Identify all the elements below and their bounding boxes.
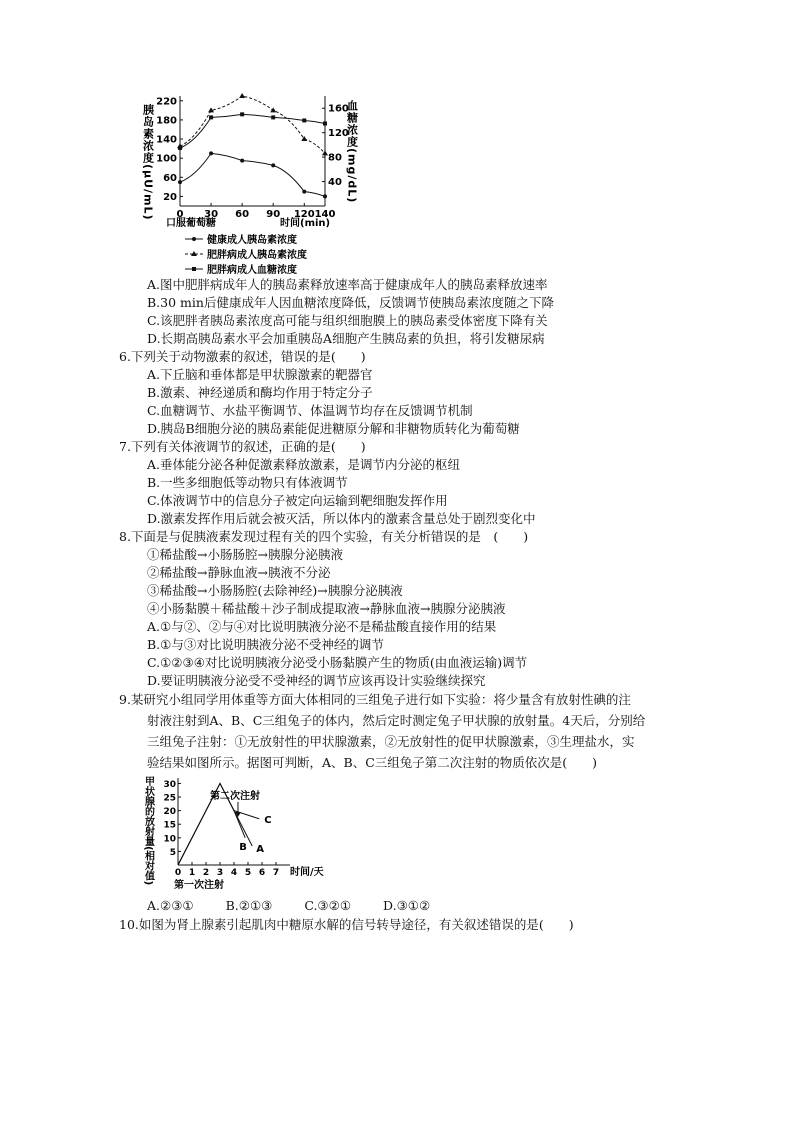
series-point-1 [178, 180, 182, 184]
series-point-3 [302, 118, 306, 122]
x-tick-label: 5 [244, 868, 252, 878]
x-tick-label: 2 [202, 868, 210, 878]
series-label-c: C [264, 814, 272, 826]
q9-stem-line-1: 9.某研究小组同学用体重等方面大体相同的三组兔子进行如下实验：将少量含有放射性碘的注 [119, 692, 631, 707]
q8-experiment-3: ③稀盐酸→小肠肠腔(去除神经)→胰腺分泌胰液 [147, 583, 403, 598]
right-tick-label: 40 [328, 177, 342, 189]
x-tick-label: 90 [266, 209, 281, 220]
q10-stem: 10.如图为肾上腺素引起肌肉中糖原水解的信号转导途径，有关叙述错误的是( ) [119, 917, 574, 932]
x-tick-label: 0 [174, 868, 182, 878]
q8-option-a: A.①与②、②与④对比说明胰液分泌不是稀盐酸直接作用的结果 [147, 619, 497, 634]
series-point-3 [240, 112, 244, 116]
left-tick-label: 140 [156, 134, 177, 146]
thyroid-radioactivity-chart [144, 772, 344, 896]
q5-option-b: B.30 min后健康成年人因血糖浓度降低，反馈调节使胰岛素浓度随之下降 [147, 295, 554, 310]
y-tick-label: 30 [163, 779, 176, 790]
series-point-3 [178, 146, 182, 150]
x-tick-label: 4 [230, 868, 238, 878]
q5-option-c: C.该肥胖者胰岛素浓度高可能与组织细胞膜上的胰岛素受体密度下降有关 [147, 313, 548, 328]
q8-experiment-2: ②稀盐酸→静脉血液→胰液不分泌 [147, 565, 331, 580]
x-tick-label: 6 [258, 868, 266, 878]
series-line-2 [180, 96, 325, 153]
right-tick-label: 80 [328, 152, 342, 164]
q6-option-b: B.激素、神经递质和酶均作用于特定分子 [147, 385, 373, 400]
q6-stem: 6.下列关于动物激素的叙述，错误的是( ) [119, 349, 366, 364]
q8-option-c: C.①②③④对比说明胰液分泌受小肠黏膜产生的物质(由血液运输)调节 [147, 655, 528, 670]
x-tick-label: 120 [293, 209, 315, 220]
q6-option-d: D.胰岛B细胞分泌的胰岛素能促进糖原分解和非糖物质转化为葡萄糖 [147, 421, 520, 436]
series-point-2 [239, 93, 245, 98]
left-tick-label: 20 [163, 191, 177, 203]
series-point-1 [323, 194, 327, 198]
q5-option-a: A.图中肥胖病成年人的胰岛素释放速率高于健康成年人的胰岛素释放速率 [147, 277, 548, 292]
q9-option-d: D.③①② [383, 898, 431, 913]
x-tick-label: 7 [272, 868, 280, 878]
q9-options [147, 897, 430, 915]
q6-option-a: A.下丘脑和垂体都是甲状腺激素的靶器官 [147, 367, 373, 382]
left-tick-label: 100 [156, 153, 177, 165]
legend-label-2: 肥胖病成人胰岛素浓度 [207, 250, 307, 261]
q9-stem-line-3: 三组兔子注射：①无放射性的甲状腺激素，②无放射性的促甲状腺激素，③生理盐水，实 [147, 734, 635, 749]
insulin-glucose-chart [140, 90, 370, 280]
x-axis-title: 时间(min) [280, 218, 331, 229]
q9-stem-line-4: 验结果如图所示。据图可判断，A、B、C三组兔子第二次注射的物质依次是( ) [147, 755, 598, 770]
left-tick-label: 60 [163, 172, 177, 184]
x-tick-label: 0 [176, 209, 184, 220]
x-tick-label: 140 [314, 209, 336, 220]
x-tick-label: 1 [188, 868, 196, 878]
q9-stem-line-2: 射液注射到A、B、C三组兔子的体内，然后定时测定兔子甲状腺的放射量。4天后，分别给 [147, 713, 646, 728]
q5-option-d: D.长期高胰岛素水平会加重胰岛A细胞产生胰岛素的负担，将引发糖尿病 [147, 331, 545, 346]
y-tick-label: 20 [163, 807, 176, 818]
left-axis-title [142, 103, 155, 221]
q9-option-a: A.②③① [147, 898, 194, 913]
series-point-3 [209, 115, 213, 119]
series-point-1 [240, 159, 244, 163]
series-point-1 [209, 151, 213, 155]
series-point-1 [302, 190, 306, 194]
second-injection-label: 第二次注射 [210, 791, 260, 802]
right-tick-label: 120 [328, 128, 349, 140]
q7-option-d: D.激素发挥作用后就会被灭活，所以体内的激素含量总处于剧烈变化中 [147, 511, 536, 526]
q8-option-d: D.要证明胰液分泌受不受神经的调节应该再设计实验继续探究 [147, 673, 486, 688]
q7-option-a: A.垂体能分泌各种促激素释放激素，是调节内分泌的枢纽 [147, 457, 461, 472]
x-tick-label: 3 [216, 868, 224, 878]
q9-option-b: B.②①③ [225, 898, 273, 913]
q9-option-c: C.③②① [304, 898, 352, 913]
x-tick-label: 60 [235, 209, 250, 220]
x-axis-title: 时间/天 [290, 867, 324, 878]
legend-label-3: 肥胖病成人血糖浓度 [207, 265, 297, 276]
left-tick-label: 220 [156, 96, 177, 108]
q7-stem: 7.下列有关体液调节的叙述，正确的是( ) [119, 439, 366, 454]
y-tick-label: 15 [163, 820, 176, 831]
y-tick-label: 25 [163, 793, 176, 804]
q8-experiment-1: ①稀盐酸→小肠肠腔→胰腺分泌胰液 [147, 547, 343, 562]
series-point-2 [270, 107, 276, 112]
right-tick-label: 160 [328, 103, 349, 115]
legend-label-1: 健康成人胰岛素浓度 [207, 235, 297, 246]
left-axis-title-text: 胰岛素浓度(μU/mL) [141, 104, 155, 221]
q7-option-c: C.体液调节中的信息分子被定向运输到靶细胞发挥作用 [147, 493, 448, 508]
left-tick-label: 180 [156, 115, 177, 127]
q8-experiment-4: ④小肠黏膜＋稀盐酸＋沙子制成提取液→静脉血液→胰腺分泌胰液 [147, 601, 506, 616]
y-tick-label: 10 [163, 834, 176, 845]
q6-option-c: C.血糖调节、水盐平衡调节、体温调节均存在反馈调节机制 [147, 403, 473, 418]
q8-option-b: B.①与③对比说明胰液分泌不受神经的调节 [147, 637, 384, 652]
series-point-3 [271, 115, 275, 119]
first-injection-label: 第一次注射 [174, 880, 224, 891]
series-point-1 [271, 163, 275, 167]
y-axis-title: 甲状腺的放射量(相对值) [142, 776, 154, 886]
series-label-a: A [256, 843, 264, 855]
right-axis-title: 血糖浓度(mg/dL) [345, 100, 359, 204]
legend-marker-1 [192, 237, 196, 241]
x-tick-label: 30 [204, 209, 219, 220]
series-point-3 [323, 122, 327, 126]
legend-marker-3 [192, 267, 196, 271]
q8-stem: 8.下面是与促胰液素发现过程有关的四个实验，有关分析错误的是 ( ) [119, 529, 529, 544]
series-label-b: B [239, 841, 247, 853]
x-origin-label: 口服葡萄糖 [166, 218, 216, 229]
legend [185, 233, 307, 276]
q7-option-b: B.一些多细胞低等动物只有体液调节 [147, 475, 348, 490]
y-tick-label: 5 [169, 847, 176, 858]
